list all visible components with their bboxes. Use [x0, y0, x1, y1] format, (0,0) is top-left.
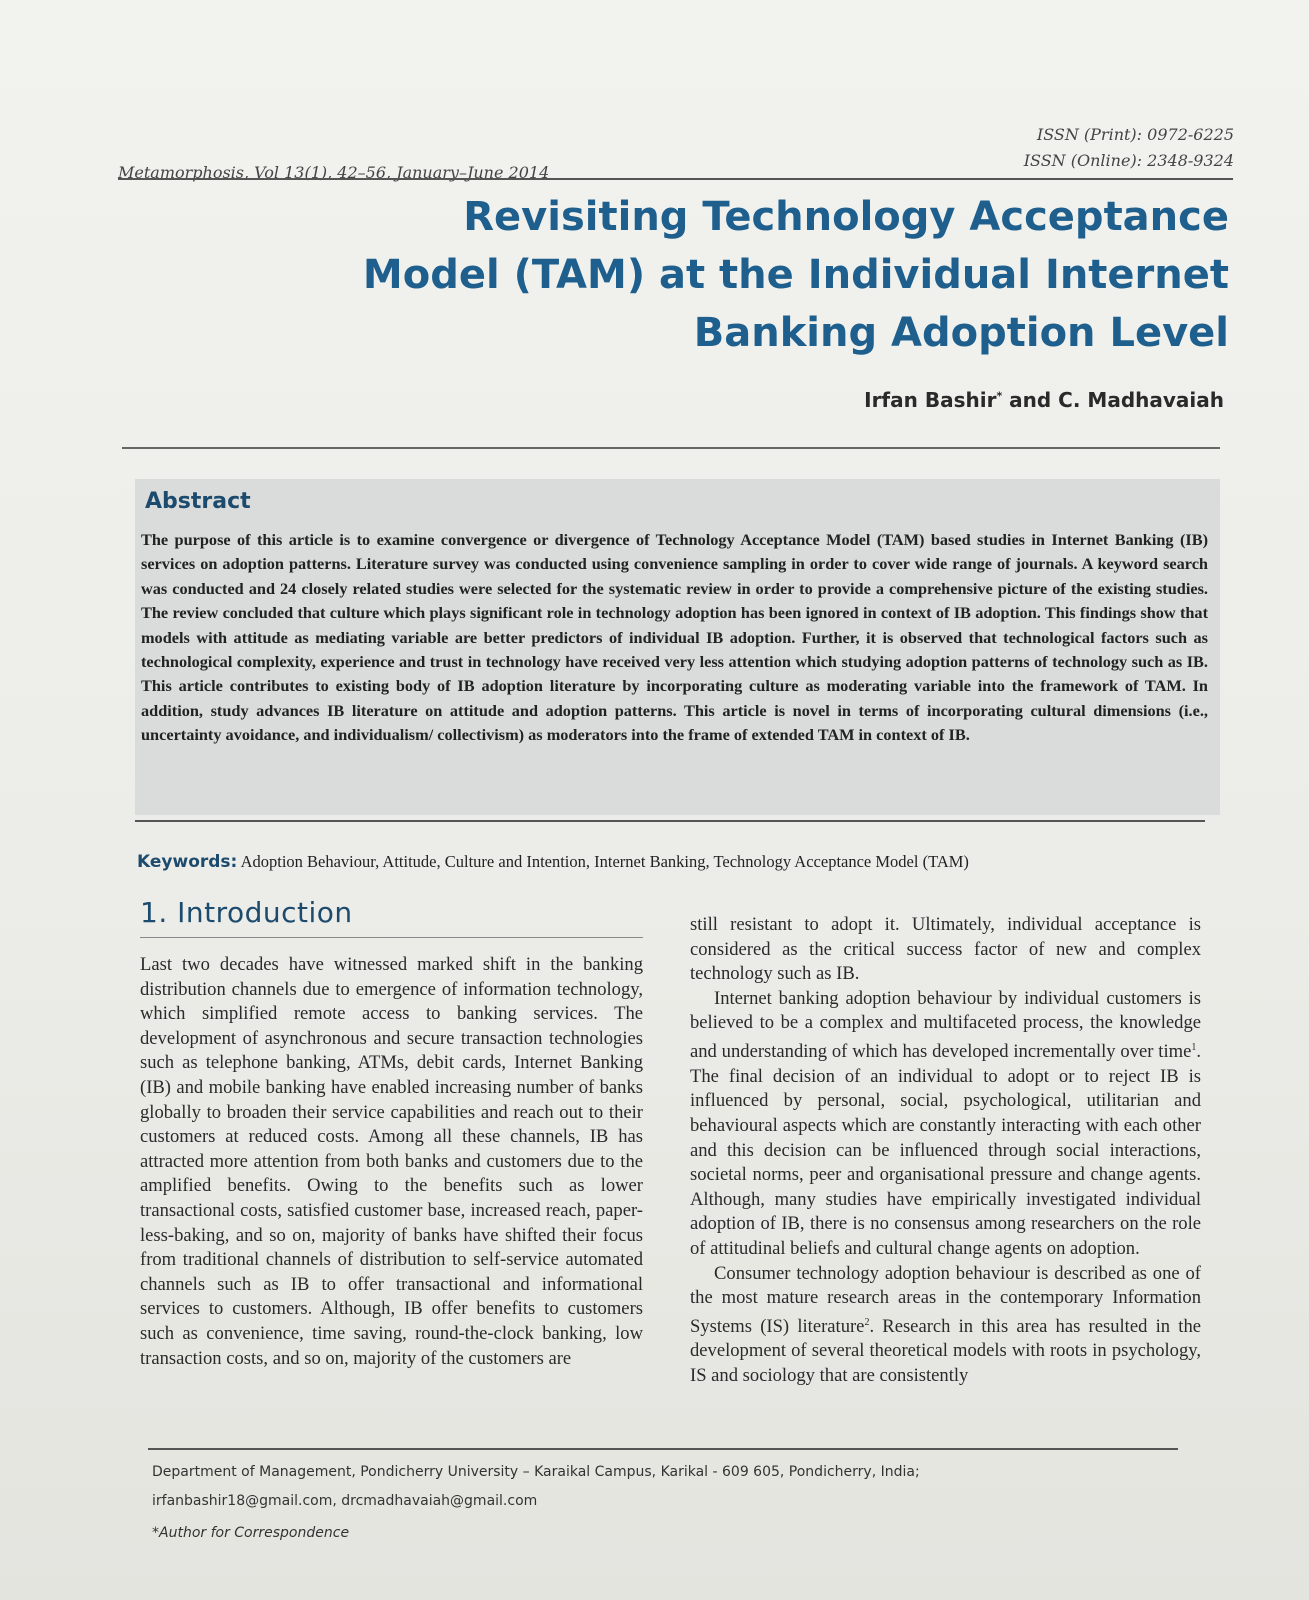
- footnote-rule: [148, 1448, 1178, 1450]
- right-column: [690, 913, 1201, 1389]
- author-1-mark: *: [996, 389, 1003, 403]
- intro-paragraph-3-text-b: . Research in this area has resulted in the development of several theoretical models with roots in psychology, IS and sociology that are consistently: [690, 1315, 1201, 1387]
- affiliation: Department of Management, Pondicherry University – Karaikal Campus, Karikal - 609 605, Pondicherry, India;: [152, 1464, 920, 1480]
- intro-paragraph-1: Last two decades have witnessed marked shift in the banking distribution channels due to emergence of information technology, which simplified remote access to banking services. The development of asynchronous and secure transaction technologies such as telephone banking, ATMs, debit cards, Internet Banking (IB) and mobile banking have enabled increasing number of banks globally to broaden their service capabilities and reach out to their customers at reduced costs. Among all these channels, IB has attracted more attention from both banks and customers due to the amplified benefits. Owing to the benefits such as lower transactional costs, satisfied customer base, increased reach, paper-less-baking, and so on, majority of banks have shifted their focus from traditional channels of distribution to self-service automated channels such as IB to offer transactional and informational services to customers. Although, IB offer benefits to customers such as convenience, time saving, round-the-clock banking, low transaction costs, and so on, majority of the customers are: [140, 954, 643, 1369]
- author-2: and C. Madhavaiah: [1002, 388, 1224, 412]
- keywords-text: Adoption Behaviour, Attitude, Culture and Intention, Internet Banking, Technology Acceptance Model (TAM): [240, 852, 969, 871]
- introduction-heading: 1. Introduction: [140, 896, 643, 938]
- reference-1: 1: [1191, 1041, 1197, 1053]
- author-emails: irfanbashir18@gmail.com, drcmadhavaiah@gmail.com: [152, 1493, 538, 1509]
- issn-print: ISSN (Print): 0972-6225: [1036, 125, 1234, 144]
- correspondence-note: *Author for Correspondence: [152, 1525, 350, 1541]
- keywords-line: [137, 852, 1227, 872]
- intro-paragraph-3-text-a: Consumer technology adoption behaviour is described as one of the most mature research areas in the contemporary Information Systems (IS) literature: [690, 1262, 1201, 1337]
- header-rule: [118, 178, 1233, 180]
- intro-paragraph-2-text-a: Internet banking adoption behaviour by individual customers is believed to be a complex and multifaceted process, the knowledge and understanding of which has developed incrementally over time: [690, 987, 1201, 1063]
- article-title: Revisiting Technology Acceptance Model (TAM) at the Individual Internet Banking Adoption Level: [362, 194, 1229, 356]
- title-rule: [122, 447, 1220, 449]
- intro-paragraph-3: [690, 1262, 1201, 1389]
- author-line: [864, 388, 1224, 412]
- intro-paragraph-1-continued: still resistant to adopt it. Ultimately, individual acceptance is considered as the critical success factor of new and complex technology such as IB.: [690, 914, 1201, 985]
- left-column: [140, 896, 643, 1371]
- abstract-rule: [135, 820, 1205, 822]
- abstract-text: The purpose of this article is to examine convergence or divergence of Technology Acceptance Model (TAM) based studies in Internet Banking (IB) services on adoption patterns. Literature survey was conducted using convenience sampling in order to cover wide range of journals. A keyword search was conducted and 24 closely related studies were selected for the systematic review in order to provide a comprehensive picture of the existing studies. The review concluded that culture which plays significant role in technology adoption has been ignored in context of IB adoption. This findings show that models with attitude as mediating variable are better predictors of individual IB adoption. Further, it is observed that technological factors such as technological complexity, experience and trust in technology have received very less attention which studying adoption patterns of technology such as IB. This article contributes to existing body of IB adoption literature by incorporating culture as moderating variable into the framework of TAM. In addition, study advances IB literature on attitude and adoption patterns. This article is novel in terms of incorporating cultural dimensions (i.e., uncertainty avoidance, and individualism/ collectivism) as moderators into the frame of extended TAM in context of IB.: [141, 530, 1208, 745]
- keywords-label: Keywords:: [137, 852, 238, 872]
- running-header: [118, 125, 1234, 182]
- intro-paragraph-2-text-b: . The final decision of an individual to adopt or to reject IB is influenced by personal, social, psychological, utilitarian and behavioural aspects which are constantly interacting with each other and this decision can be influenced through social interactions, societal norms, peer and organisational pressure and change agents. Although, many studies have empirically investigated individual adoption of IB, there is no consensus among researchers on the role of attitudinal beliefs and cultural change agents on adoption.: [690, 1041, 1201, 1259]
- abstract-heading: Abstract: [145, 489, 251, 514]
- footnote: [152, 1458, 1212, 1548]
- author-1: Irfan Bashir: [864, 388, 997, 412]
- abstract-box: [135, 479, 1220, 815]
- issn-block: [1024, 122, 1234, 174]
- issn-online: ISSN (Online): 2348-9324: [1023, 151, 1234, 170]
- reference-2: 2: [864, 1316, 870, 1328]
- journal-citation: Metamorphosis, Vol 13(1), 42–56, January–June 2014: [118, 163, 550, 182]
- intro-paragraph-2: [690, 987, 1201, 1262]
